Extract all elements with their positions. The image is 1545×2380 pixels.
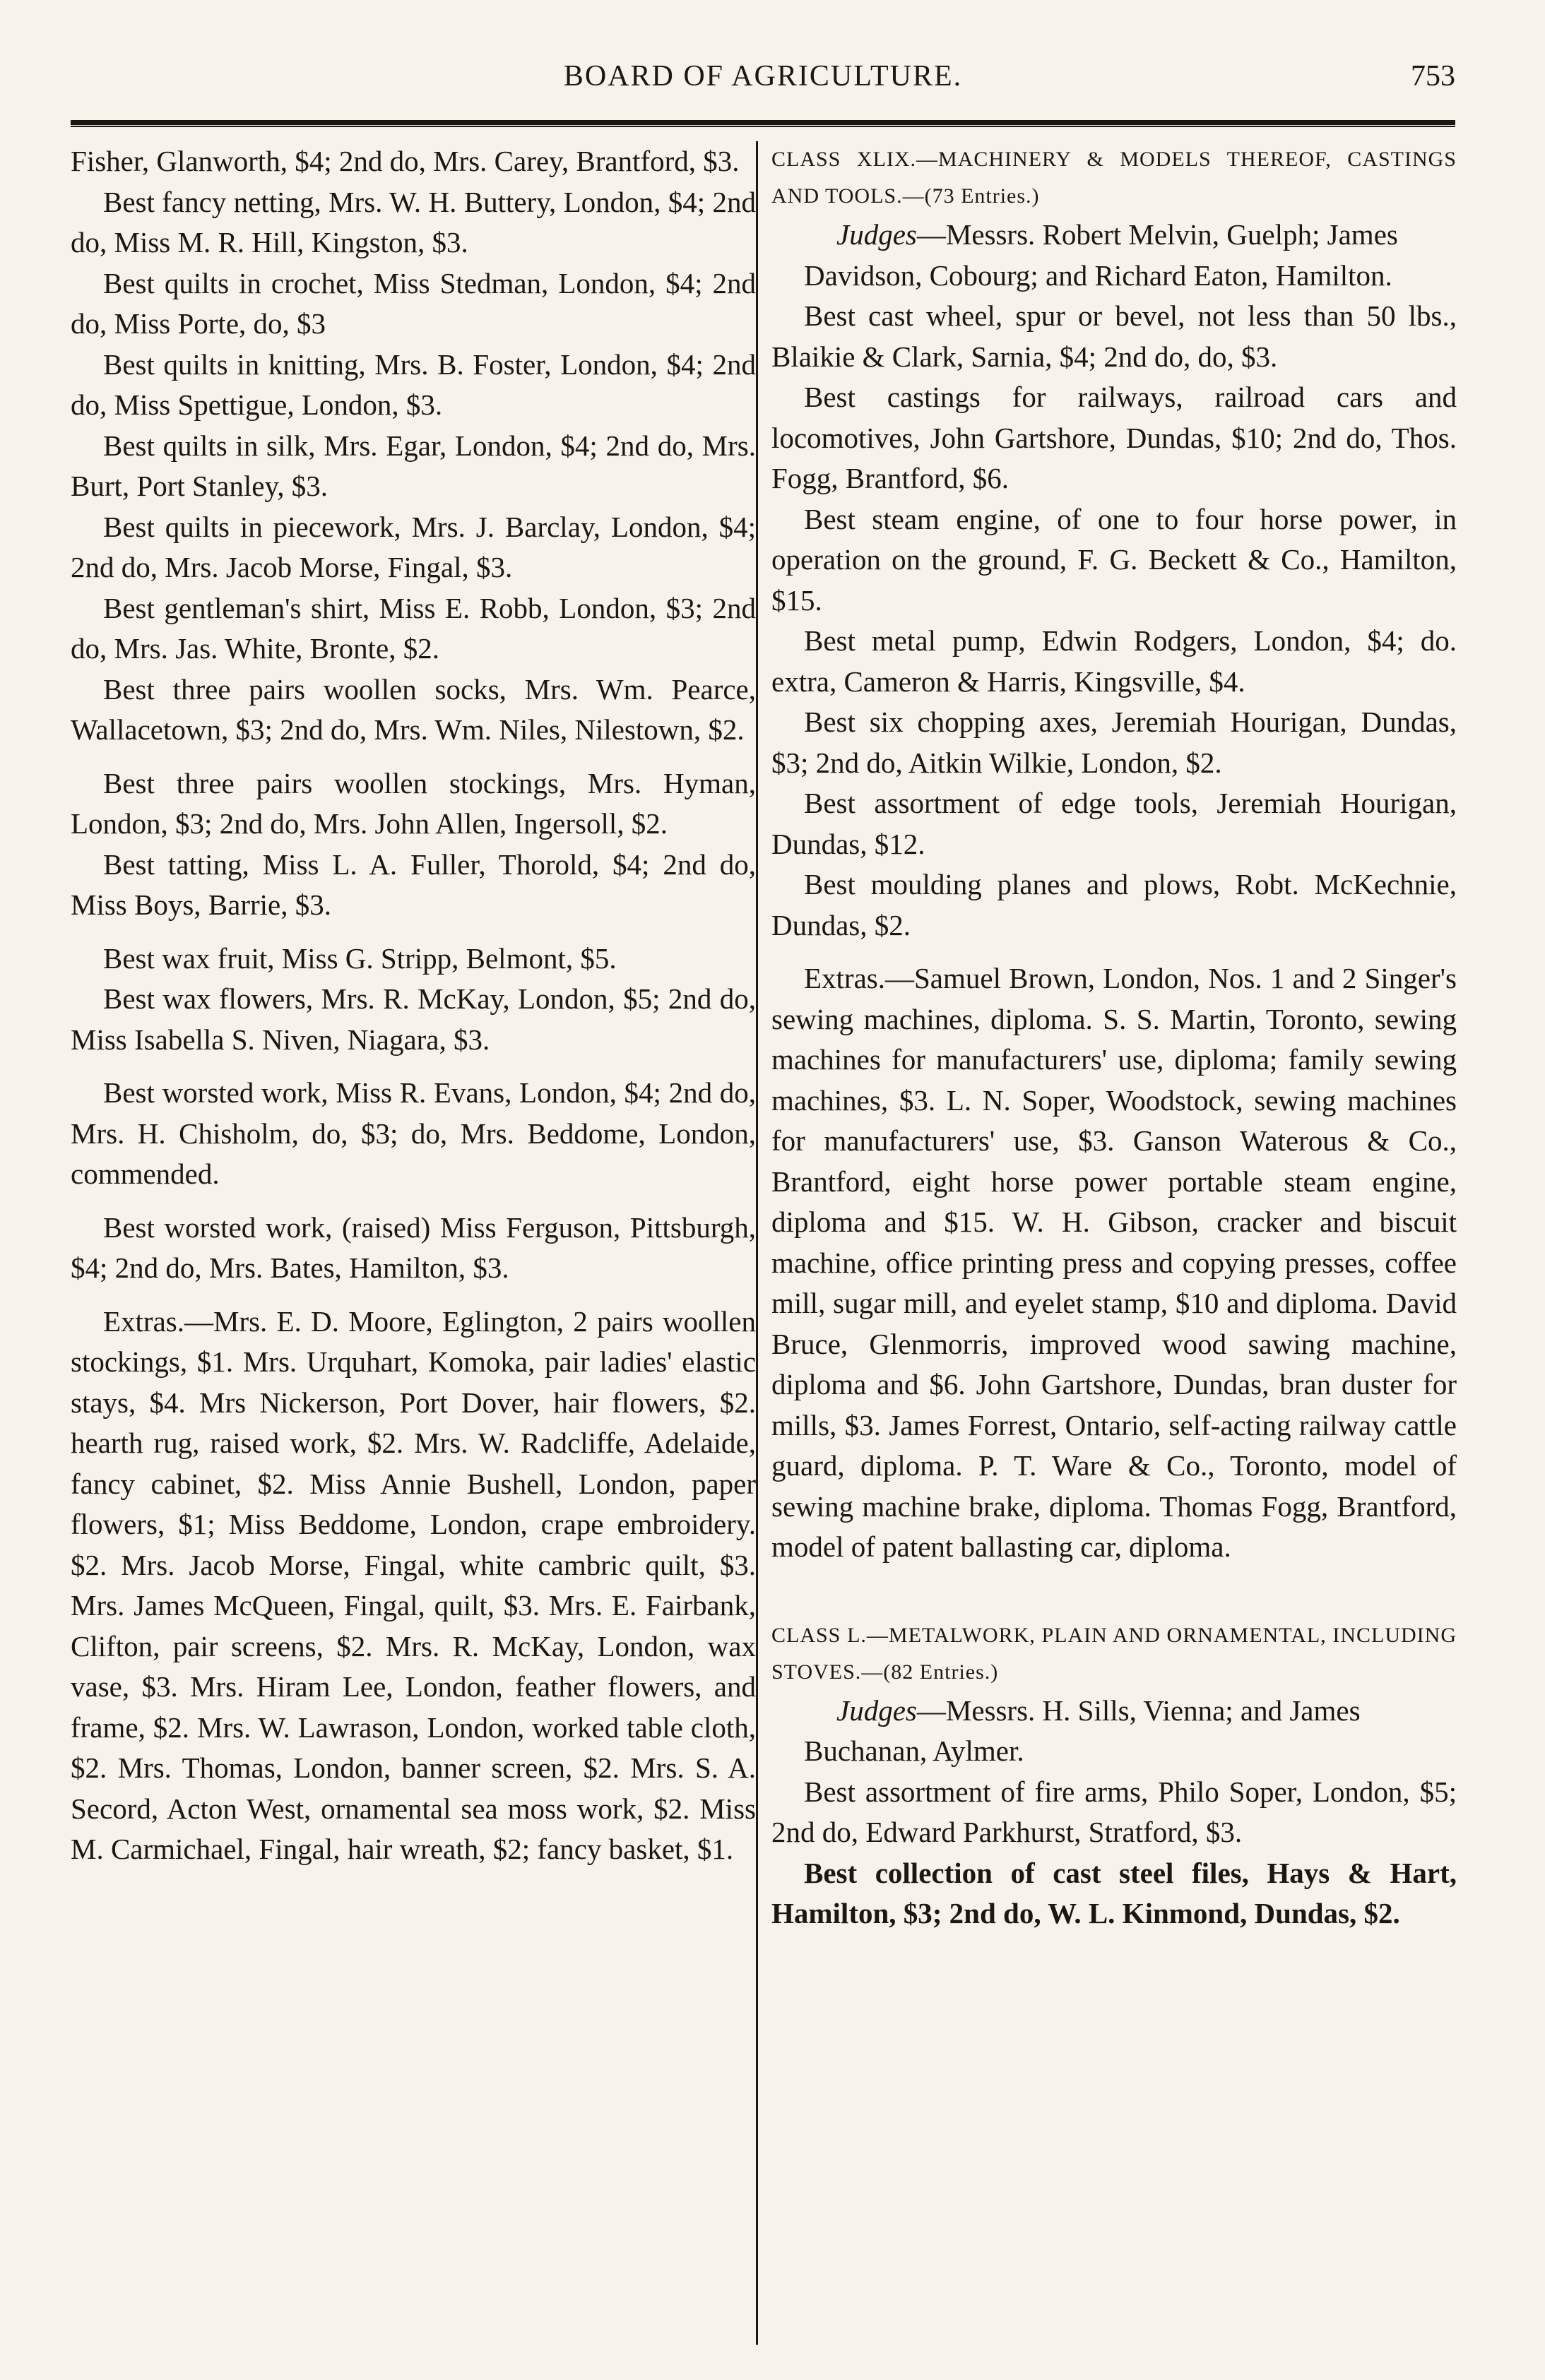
page-number: 753 bbox=[1411, 60, 1455, 93]
page-title: BOARD OF AGRICULTURE. bbox=[563, 60, 963, 93]
entry: Best assortment of edge tools, Jeremiah Hourigan, Dundas, $12. bbox=[771, 787, 1457, 860]
entry: Best assortment of fire arms, Philo Soper, London, $5; 2nd do, Edward Parkhurst, Stratford, $3. bbox=[771, 1775, 1457, 1848]
entry: Best collection of cast steel files, Hays & Hart, Hamilton, $3; 2nd do, W. L. Kinmond, Dundas, $2. bbox=[771, 1856, 1457, 1929]
judges-label: Judges bbox=[836, 218, 917, 251]
paragraph: Best worsted work, (raised) Miss Ferguson, Pittsburgh, $4; 2nd do, Mrs. Bates, Hamilton, $3. bbox=[71, 1210, 756, 1284]
paragraph: Fisher, Glanworth, $4; 2nd do, Mrs. Carey, Brantford, $3. bbox=[71, 145, 740, 177]
entry: Best castings for railways, railroad cars and locomotives, John Gartshore, Dundas, $10; 2nd do, Thos. Fogg, Brantford, $6. bbox=[771, 381, 1457, 494]
paragraph: Best three pairs woollen socks, Mrs. Wm. Pearce, Wallacetown, $3; 2nd do, Mrs. Wm. Niles, Nilestown, $2. bbox=[71, 672, 756, 746]
paragraph: Best wax fruit, Miss G. Stripp, Belmont, $5. bbox=[103, 941, 617, 975]
paragraph: Best quilts in crochet, Miss Stedman, London, $4; 2nd do, Miss Porte, do, $3 bbox=[71, 266, 756, 340]
left-column bbox=[71, 141, 756, 1870]
entry: Best metal pump, Edwin Rodgers, London, $4; do. extra, Cameron & Harris, Kingsville, $4. bbox=[771, 624, 1457, 698]
running-header bbox=[71, 59, 1455, 109]
entry: Best moulding planes and plows, Robt. McKechnie, Dundas, $2. bbox=[771, 868, 1457, 941]
class-49-heading: CLASS XLIX.—MACHINERY & MODELS THEREOF, CASTINGS AND TOOLS.—(73 Entries.) bbox=[771, 148, 1457, 208]
class-50-judges bbox=[771, 1691, 1457, 1772]
paragraph: Best three pairs woollen stockings, Mrs. Hyman, London, $3; 2nd do, Mrs. John Allen, Ingersoll, $2. bbox=[71, 766, 756, 840]
judges-names: —Messrs. Robert Melvin, Guelph; James Davidson, Cobourg; and Richard Eaton, Hamilton. bbox=[804, 218, 1398, 292]
class-49-judges bbox=[771, 215, 1457, 296]
class-50-heading: CLASS L.—METALWORK, PLAIN AND ORNAMENTAL, INCLUDING STOVES.—(82 Entries.) bbox=[771, 1623, 1457, 1684]
paragraph: Best fancy netting, Mrs. W. H. Buttery, London, $4; 2nd do, Miss M. R. Hill, Kingston, $3. bbox=[71, 185, 756, 258]
entry: Best six chopping axes, Jeremiah Hourigan, Dundas, $3; 2nd do, Aitkin Wilkie, London, $2. bbox=[771, 706, 1457, 779]
paragraph: Best wax flowers, Mrs. R. McKay, London, $5; 2nd do, Miss Isabella S. Niven, Niagara, $3. bbox=[71, 982, 756, 1056]
extras-paragraph: Extras.—Samuel Brown, London, Nos. 1 and 2 Singer's sewing machines, diploma. S. S. Martin, Toronto, sewing machines for manufacturers' use, diploma; family sewing machines, $3. L. N. Soper, Woodstock, sewing machines for manufacturers' use, $3. Ganson Waterous & Co., Brantford, eight horse power portable steam engine, diploma and $15. W. H. Gibson, cracker and biscuit machine, office printing press and copying presses, coffee mill, sugar mill, and eyelet stamp, $10 and diploma. David Bruce, Glenmorris, improved wood sawing machine, diploma and $6. John Gartshore, Dundas, bran duster for mills, $3. James Forrest, Ontario, self-acting railway cattle guard, diploma. P. T. Ware & Co., Toronto, model of sewing machine brake, diploma. Thomas Fogg, Brantford, model of patent ballasting car, diploma. bbox=[771, 962, 1457, 1563]
judges-label: Judges bbox=[836, 1694, 917, 1727]
column-divider bbox=[756, 141, 758, 2345]
paragraph: Best gentleman's shirt, Miss E. Robb, London, $3; 2nd do, Mrs. Jas. White, Bronte, $2. bbox=[71, 591, 756, 665]
paragraph: Best tatting, Miss L. A. Fuller, Thorold, $4; 2nd do, Miss Boys, Barrie, $3. bbox=[71, 847, 756, 921]
extras-paragraph: Extras.—Mrs. E. D. Moore, Eglington, 2 pairs woollen stockings, $1. Mrs. Urquhart, Komoka, pair ladies' elastic stays, $4. Mrs Nickerson, Port Dover, hair flowers, $2. hearth rug, raised work, $2. Mrs. W. Radcliffe, Adelaide, fancy cabinet, $2. Miss Annie Bushell, London, paper flowers, $1; Miss Beddome, London, crape embroidery. $2. Mrs. Jacob Morse, Fingal, white cambric quilt, $3. Mrs. James McQueen, Fingal, quilt, $3. Mrs. E. Fairbank, Clifton, pair screens, $2. Mrs. R. McKay, London, wax vase, $3. Mrs. Hiram Lee, London, feather flowers, and frame, $2. Mrs. W. Lawrason, London, worked table cloth, $2. Mrs. Thomas, London, banner screen, $2. Mrs. S. A. Secord, Acton West, ornamental sea moss work, $2. Miss M. Carmichael, Fingal, hair wreath, $2; fancy basket, $1. bbox=[71, 1304, 756, 1865]
paragraph: Best quilts in knitting, Mrs. B. Foster, London, $4; 2nd do, Miss Spettigue, London, $3. bbox=[71, 347, 756, 421]
entry: Best steam engine, of one to four horse power, in operation on the ground, F. G. Beckett & Co., Hamilton, $15. bbox=[771, 502, 1457, 617]
judges-names: —Messrs. H. Sills, Vienna; and James Buchanan, Aylmer. bbox=[804, 1694, 1361, 1767]
paragraph: Best worsted work, Miss R. Evans, London, $4; 2nd do, Mrs. H. Chisholm, do, $3; do, Mrs. Beddome, London, commended. bbox=[71, 1076, 756, 1190]
entry: Best cast wheel, spur or bevel, not less than 50 lbs., Blaikie & Clark, Sarnia, $4; 2nd do, do, $3. bbox=[771, 299, 1457, 373]
header-rule bbox=[71, 120, 1455, 127]
right-column bbox=[771, 141, 1457, 1934]
paragraph: Best quilts in silk, Mrs. Egar, London, $4; 2nd do, Mrs. Burt, Port Stanley, $3. bbox=[71, 429, 756, 502]
paragraph: Best quilts in piecework, Mrs. J. Barclay, London, $4; 2nd do, Mrs. Jacob Morse, Fingal, $3. bbox=[71, 510, 756, 583]
